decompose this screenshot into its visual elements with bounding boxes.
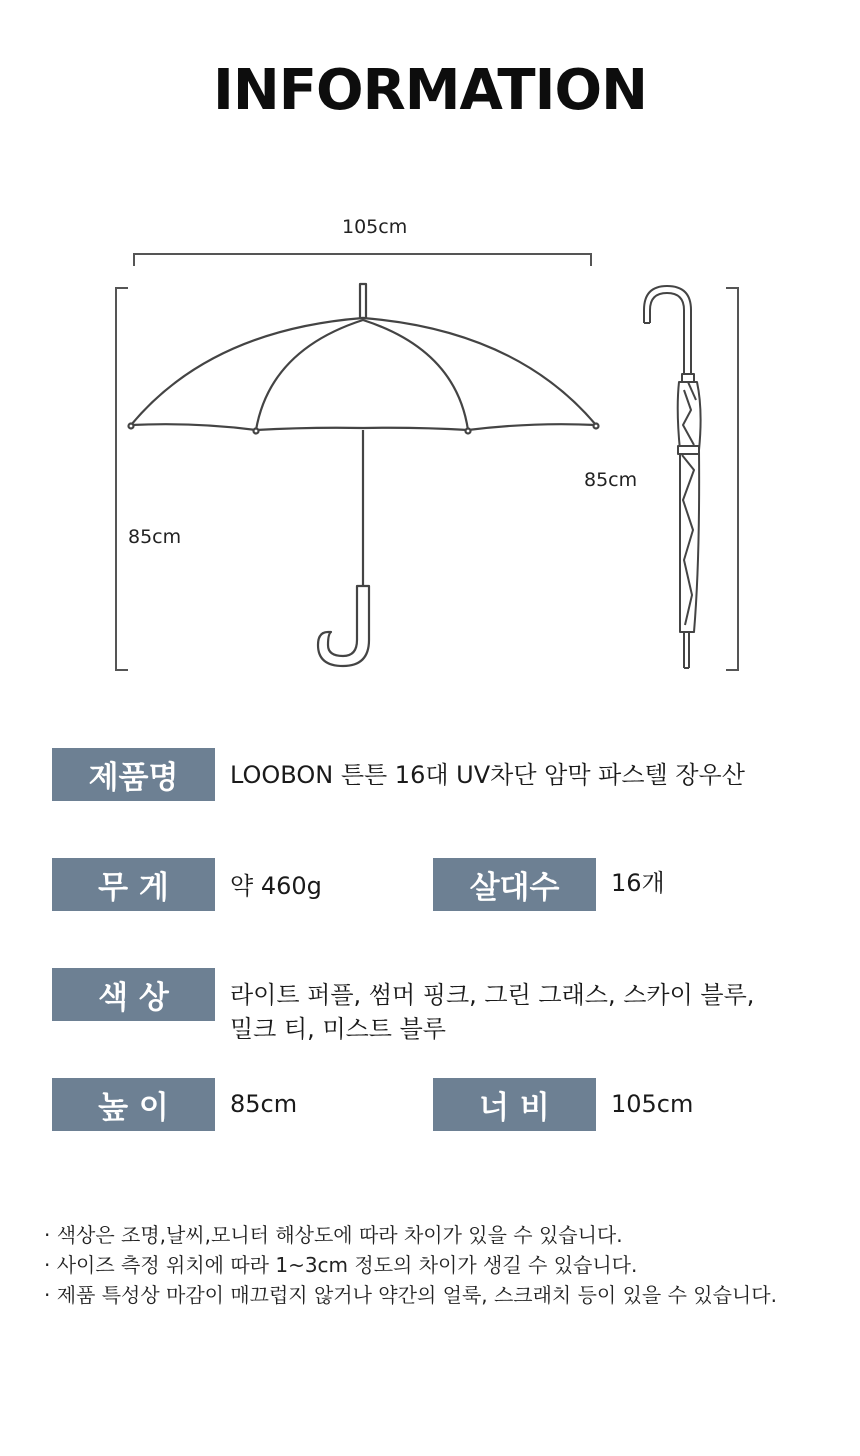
spec-value-width: 105cm [611, 1090, 694, 1118]
width-label: 105cm [342, 216, 408, 238]
spec-label-name: 제품명 [52, 748, 215, 801]
height-label-right: 85cm [584, 469, 638, 491]
spec-label-ribs: 살대수 [433, 858, 596, 911]
closed-umbrella-icon [644, 286, 701, 668]
note-item: · 색상은 조명,날씨,모니터 해상도에 따라 차이가 있을 수 있습니다. [44, 1223, 623, 1247]
spec-label-weight: 무 게 [52, 858, 215, 911]
spec-label-color: 색 상 [52, 968, 215, 1021]
notes-list [44, 1220, 777, 1310]
spec-value-color [230, 978, 754, 1046]
spec-value-weight: 약 460g [230, 872, 322, 900]
open-umbrella-icon [129, 284, 599, 666]
color-list-line-1: 라이트 퍼플, 썸머 핑크, 그린 그래스, 스카이 블루, [230, 981, 755, 1009]
color-list-line-2: 밀크 티, 미스트 블루 [230, 1015, 446, 1043]
spec-label-height: 높 이 [52, 1078, 215, 1131]
right-height-bracket [726, 288, 738, 670]
spec-value-name: LOOBON 튼튼 16대 UV차단 암막 파스텔 장우산 [230, 761, 745, 789]
page-title: INFORMATION [213, 58, 647, 123]
width-dimension-line [134, 254, 591, 266]
spec-value-height: 85cm [230, 1090, 298, 1118]
spec-value-ribs: 16개 [611, 869, 665, 897]
umbrella-diagram [0, 200, 860, 690]
note-item: · 제품 특성상 마감이 매끄럽지 않거나 약간의 얼룩, 스크래치 등이 있을 수 있습니다. [44, 1283, 777, 1307]
note-item: · 사이즈 측정 위치에 따라 1~3cm 정도의 차이가 생길 수 있습니다. [44, 1253, 638, 1277]
height-label-left: 85cm [128, 526, 182, 548]
spec-label-width: 너 비 [433, 1078, 596, 1131]
left-height-bracket [116, 288, 128, 670]
